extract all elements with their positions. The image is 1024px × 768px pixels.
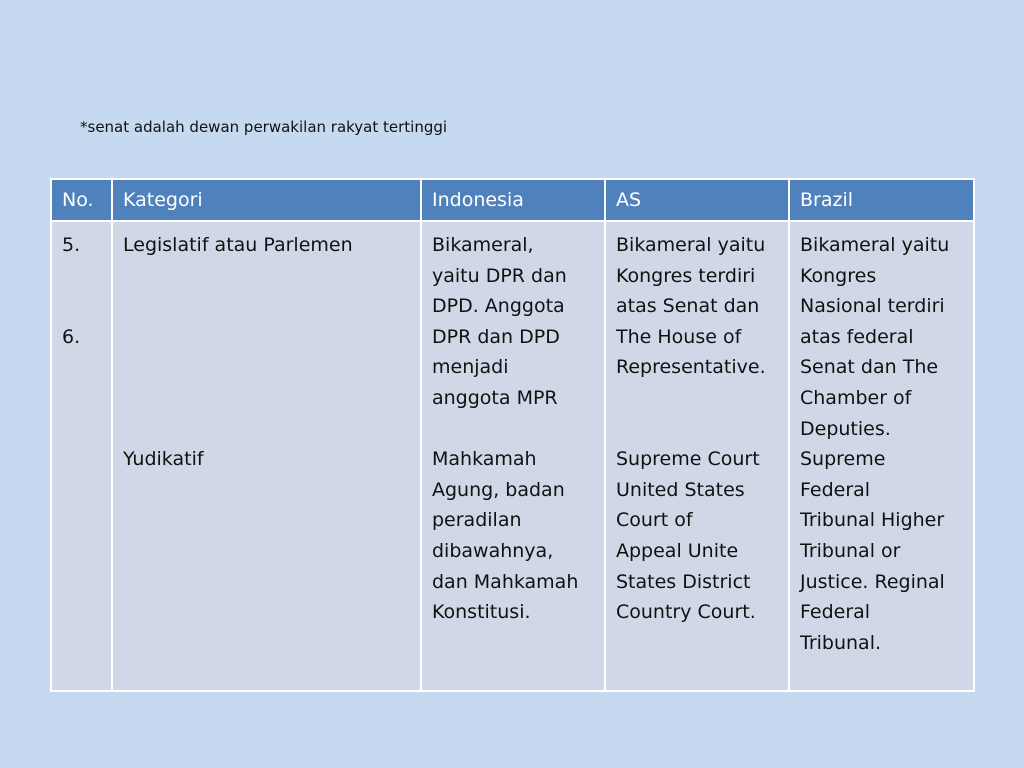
- header-brazil: Brazil: [789, 179, 974, 221]
- comparison-table: [50, 178, 975, 692]
- row-gap: [62, 261, 101, 322]
- cell-indonesia: [421, 221, 605, 691]
- row-6-kategori: Yudikatif: [123, 447, 204, 470]
- cell-kategori: [112, 221, 421, 691]
- cell-no: [51, 221, 112, 691]
- row-gap: [123, 322, 410, 383]
- row-6-as: Supreme Court United States Court of Appeal Unite States District Country Court.: [616, 448, 760, 624]
- row-5-brazil: Bikameral yaitu Kongres Nasional terdiri atas federal Senat dan The Chamber of Deputies.: [800, 234, 950, 440]
- row-5-indonesia: Bikameral, yaitu DPR dan DPD. Anggota DPR dan DPD menjadi anggota MPR: [432, 234, 567, 409]
- row-gap: [123, 261, 410, 322]
- cell-brazil: [789, 221, 974, 691]
- row-6-no: 6.: [62, 325, 81, 348]
- header-kategori: Kategori: [112, 179, 421, 221]
- header-indonesia: Indonesia: [421, 179, 605, 221]
- table-header-row: [51, 179, 974, 221]
- row-gap: [123, 383, 410, 444]
- row-5-as: Bikameral yaitu Kongres terdiri atas Senat dan The House of Representative.: [616, 234, 766, 379]
- row-6-brazil: Supreme Federal Tribunal Higher Tribunal or Justice. Reginal Federal Tribunal.: [800, 448, 945, 654]
- cell-as: [605, 221, 789, 691]
- row-5-no: 5.: [62, 234, 81, 256]
- header-as: AS: [605, 179, 789, 221]
- footnote: *senat adalah dewan perwakilan rakyat tertinggi: [80, 118, 448, 136]
- row-5-kategori: Legislatif atau Parlemen: [123, 234, 353, 256]
- header-no: No.: [51, 179, 112, 221]
- row-6-indonesia: Mahkamah Agung, badan peradilan dibawahnya, dan Mahkamah Konstitusi.: [432, 448, 579, 624]
- table-row: [51, 221, 974, 691]
